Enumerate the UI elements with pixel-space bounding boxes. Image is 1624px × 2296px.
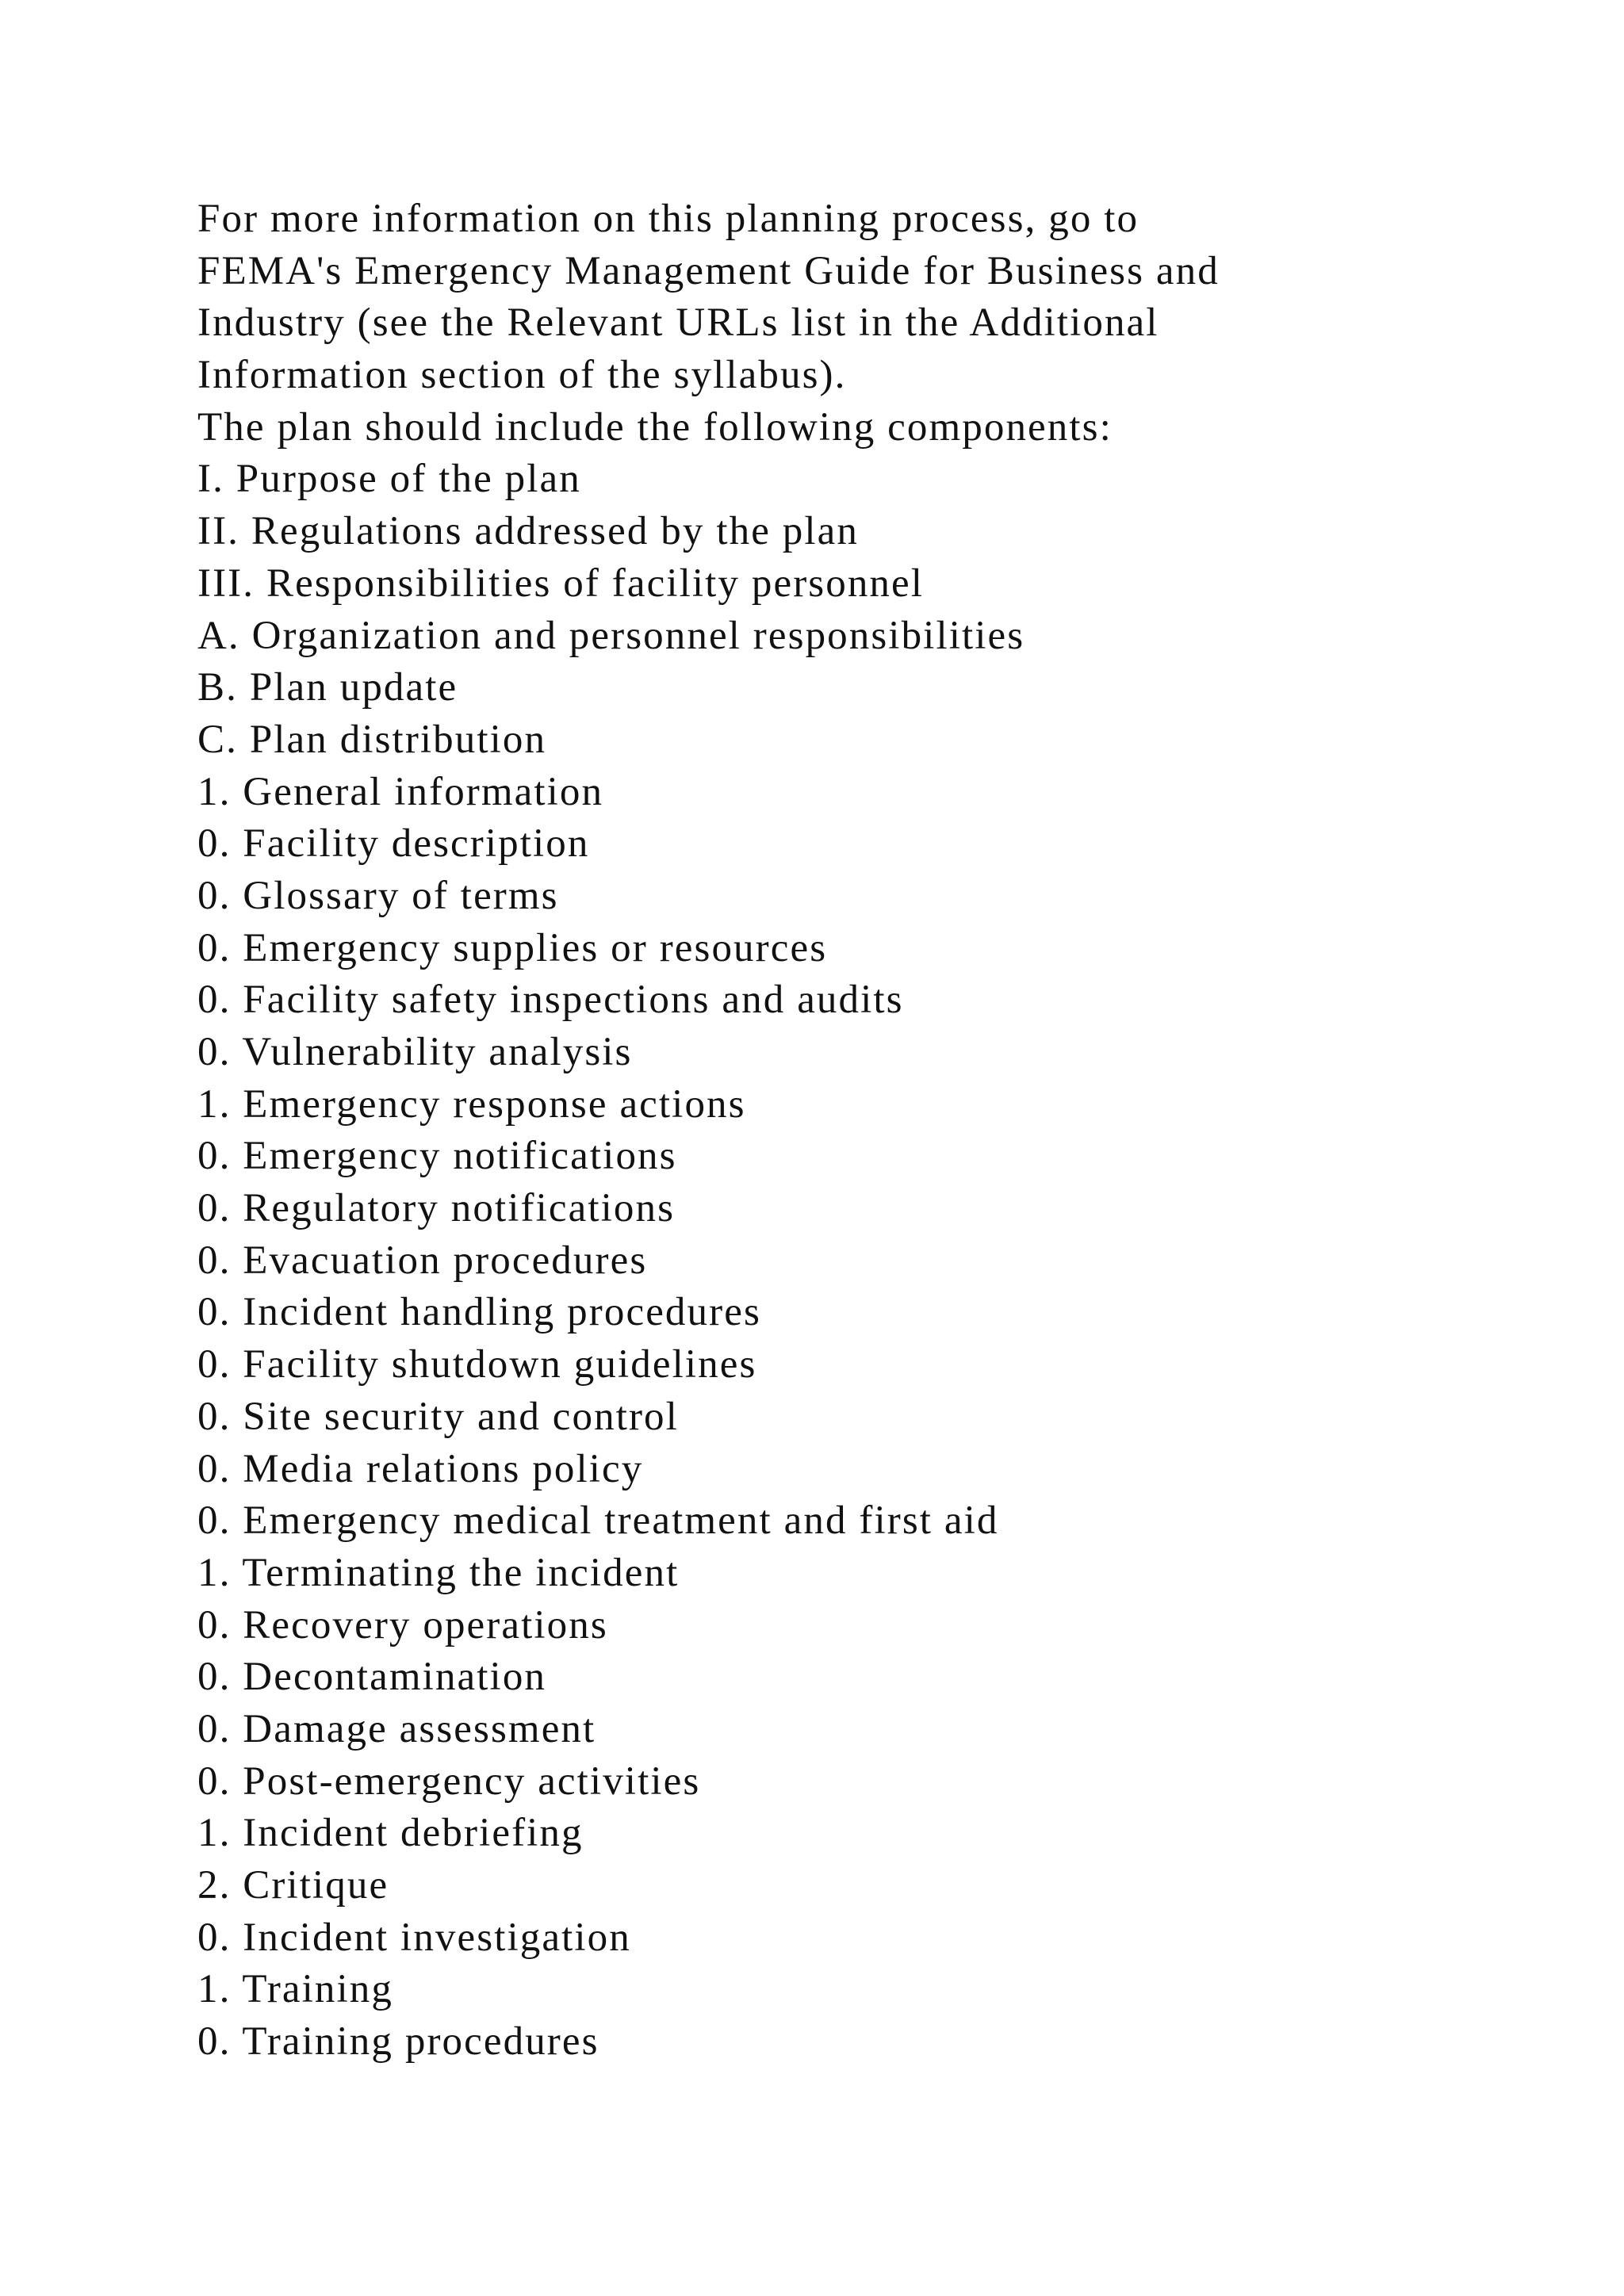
components-heading: The plan should include the following components: bbox=[197, 404, 1113, 450]
outline-item: 2. Critique bbox=[197, 1863, 389, 1908]
outline-item: 0. Incident handling procedures bbox=[197, 1290, 761, 1335]
intro-line: Information section of the syllabus). bbox=[197, 353, 847, 398]
outline-item: 0. Facility safety inspections and audits bbox=[197, 978, 904, 1023]
outline-item: I. Purpose of the plan bbox=[197, 457, 581, 502]
outline-item: 1. Emergency response actions bbox=[197, 1081, 746, 1127]
outline-item: 0. Site security and control bbox=[197, 1394, 679, 1439]
outline-item: 0. Facility shutdown guidelines bbox=[197, 1342, 757, 1387]
outline-item: C. Plan distribution bbox=[197, 717, 547, 762]
outline-item: 0. Recovery operations bbox=[197, 1602, 608, 1647]
intro-line: FEMA's Emergency Management Guide for Business and bbox=[197, 248, 1220, 293]
outline-item: 0. Incident investigation bbox=[197, 1915, 631, 1960]
outline-item: 0. Emergency notifications bbox=[197, 1134, 677, 1179]
outline-item: III. Responsibilities of facility personnel bbox=[197, 561, 925, 606]
outline-item: 0. Facility description bbox=[197, 821, 590, 867]
outline-item: 1. Training bbox=[197, 1967, 393, 2012]
outline-item: 1. General information bbox=[197, 769, 604, 814]
outline-item: 0. Glossary of terms bbox=[197, 873, 559, 918]
outline-item: 0. Vulnerability analysis bbox=[197, 1030, 633, 1074]
outline-item: 0. Regulatory notifications bbox=[197, 1186, 676, 1231]
outline-item: 0. Media relations policy bbox=[197, 1446, 644, 1491]
outline-item: 0. Post-emergency activities bbox=[197, 1758, 701, 1804]
outline-item: II. Regulations addressed by the plan bbox=[197, 509, 860, 554]
intro-line: For more information on this planning process, go to bbox=[197, 197, 1139, 241]
outline-item: 0. Training procedures bbox=[197, 2019, 599, 2064]
intro-line: Industry (see the Relevant URLs list in the Additional bbox=[197, 300, 1159, 346]
outline-item: 0. Evacuation procedures bbox=[197, 1238, 648, 1283]
outline-item: A. Organization and personnel responsibilities bbox=[197, 613, 1025, 658]
outline-item: 1. Terminating the incident bbox=[197, 1550, 680, 1595]
outline-item: 0. Emergency medical treatment and first aid bbox=[197, 1498, 999, 1544]
outline-item: 0. Damage assessment bbox=[197, 1706, 596, 1751]
outline-item: 0. Decontamination bbox=[197, 1655, 547, 1700]
outline-item: 0. Emergency supplies or resources bbox=[197, 925, 828, 970]
outline-item: 1. Incident debriefing bbox=[197, 1811, 584, 1856]
outline-item: B. Plan update bbox=[197, 665, 458, 710]
document-text bbox=[197, 193, 1545, 2068]
